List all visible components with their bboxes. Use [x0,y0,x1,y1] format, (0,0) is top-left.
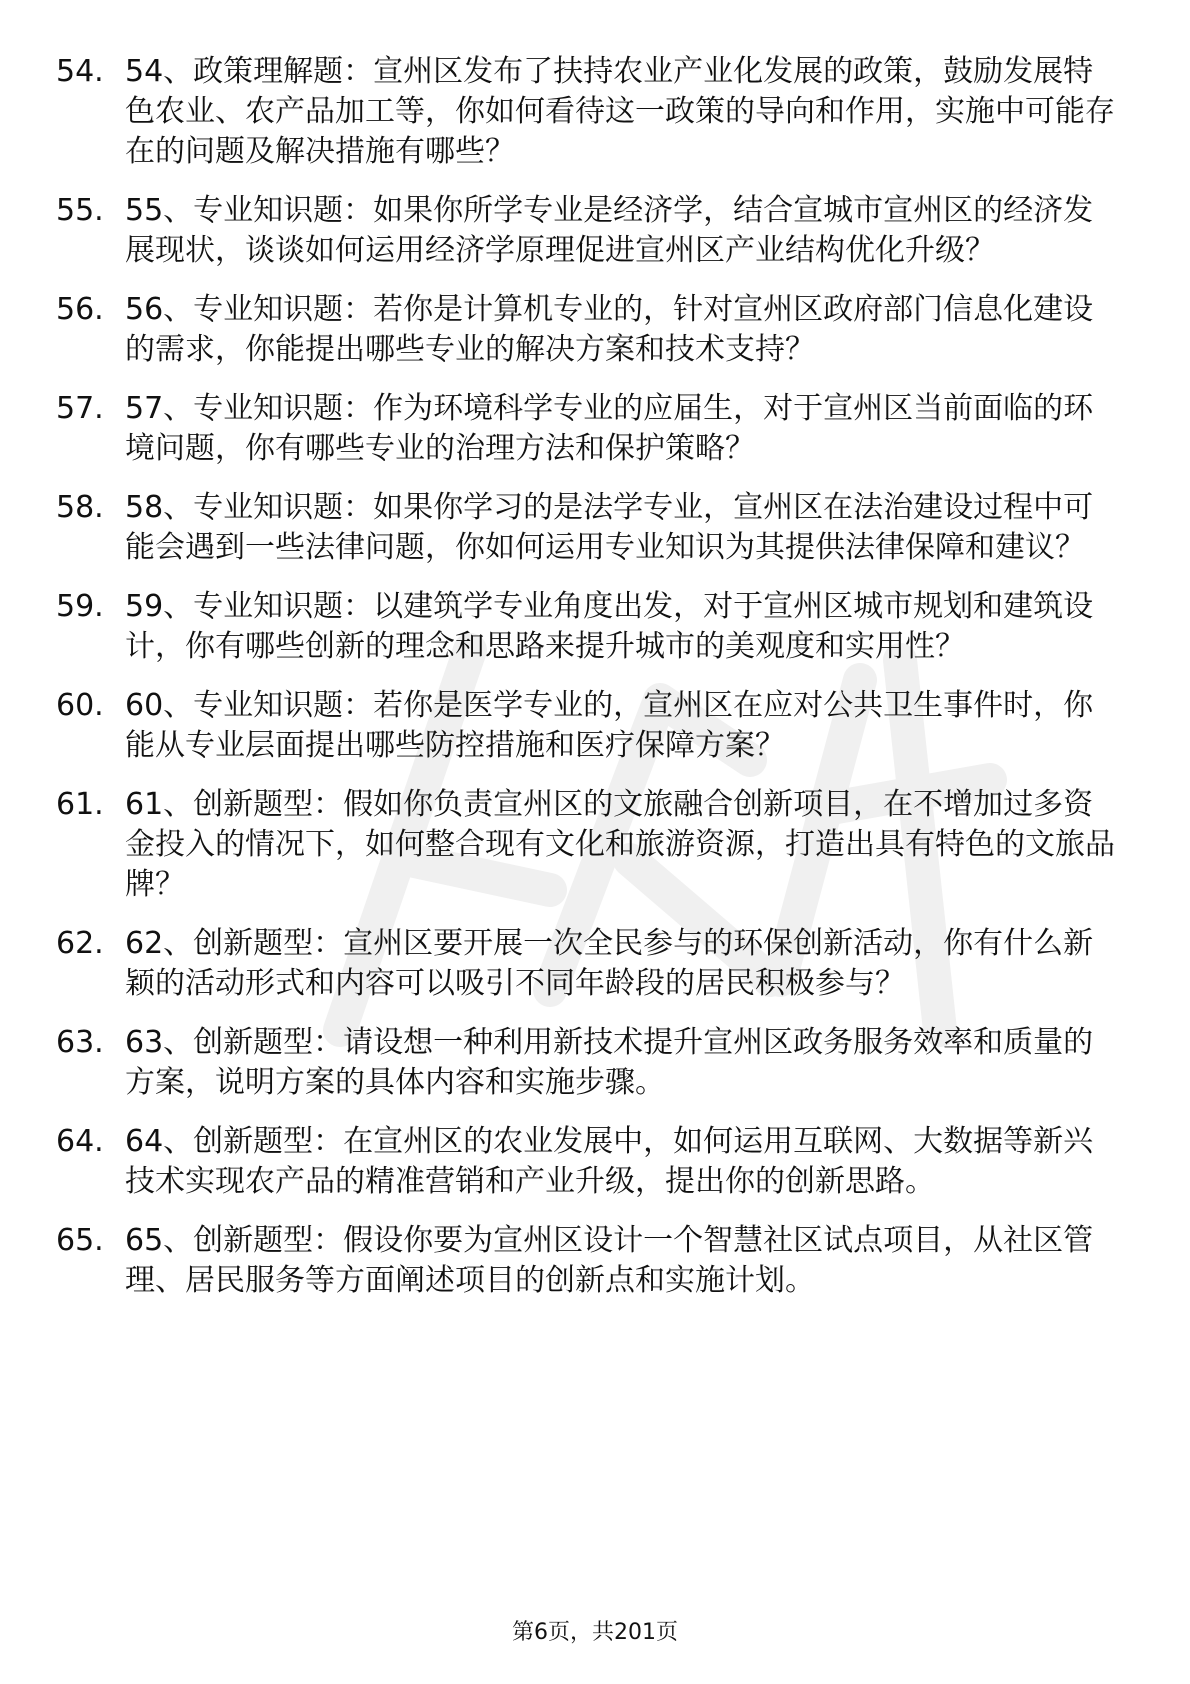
question-number: 55. [56,193,104,228]
question-text: 62、创新题型：宣州区要开展一次全民参与的环保创新活动，你有什么新颖的活动形式和内容可以吸引不同年龄段的居民积极参与？ [125,926,1094,1001]
question-text: 59、专业知识题：以建筑学专业角度出发，对于宣州区城市规划和建筑设计，你有哪些创新的理念和思路来提升城市的美观度和实用性？ [125,589,1094,664]
question-number: 62. [56,926,104,961]
question-number: 59. [56,589,104,624]
question-number: 54. [56,54,104,89]
question-list [56,52,1116,1320]
question-item [56,924,1116,1004]
question-text: 60、专业知识题：若你是医学专业的，宣州区在应对公共卫生事件时，你能从专业层面提出哪些防控措施和医疗保障方案？ [125,688,1094,763]
question-item [56,488,1116,568]
question-number: 63. [56,1025,104,1060]
question-item [56,1023,1116,1103]
question-item [56,290,1116,370]
question-text: 56、专业知识题：若你是计算机专业的，针对宣州区政府部门信息化建设的需求，你能提出哪些专业的解决方案和技术支持？ [125,292,1094,367]
question-item [56,686,1116,766]
question-text: 57、专业知识题：作为环境科学专业的应届生，对于宣州区当前面临的环境问题，你有哪些专业的治理方法和保护策略？ [125,391,1094,466]
question-item [56,587,1116,667]
question-text: 65、创新题型：假设你要为宣州区设计一个智慧社区试点项目，从社区管理、居民服务等方面阐述项目的创新点和实施计划。 [125,1223,1094,1298]
question-item [56,389,1116,469]
page-footer: 第6页，共201页 [512,1620,678,1645]
question-item [56,191,1116,271]
question-number: 65. [56,1223,104,1258]
question-number: 58. [56,490,104,525]
question-number: 57. [56,391,104,426]
question-item [56,785,1116,905]
question-item [56,1221,1116,1301]
question-text: 58、专业知识题：如果你学习的是法学专业，宣州区在法治建设过程中可能会遇到一些法律问题，你如何运用专业知识为其提供法律保障和建议？ [125,490,1094,565]
question-text: 64、创新题型：在宣州区的农业发展中，如何运用互联网、大数据等新兴技术实现农产品的精准营销和产业升级，提出你的创新思路。 [125,1124,1094,1199]
question-number: 61. [56,787,104,822]
question-text: 61、创新题型：假如你负责宣州区的文旅融合创新项目，在不增加过多资金投入的情况下，如何整合现有文化和旅游资源，打造出具有特色的文旅品牌？ [125,787,1115,902]
question-text: 63、创新题型：请设想一种利用新技术提升宣州区政务服务效率和质量的方案，说明方案的具体内容和实施步骤。 [125,1025,1094,1100]
question-item [56,52,1116,172]
question-number: 64. [56,1124,104,1159]
question-item [56,1122,1116,1202]
question-number: 60. [56,688,104,723]
question-text: 54、政策理解题：宣州区发布了扶持农业产业化发展的政策，鼓励发展特色农业、农产品加工等，你如何看待这一政策的导向和作用，实施中可能存在的问题及解决措施有哪些？ [125,54,1115,169]
question-number: 56. [56,292,104,327]
question-text: 55、专业知识题：如果你所学专业是经济学，结合宣城市宣州区的经济发展现状，谈谈如何运用经济学原理促进宣州区产业结构优化升级？ [125,193,1094,268]
